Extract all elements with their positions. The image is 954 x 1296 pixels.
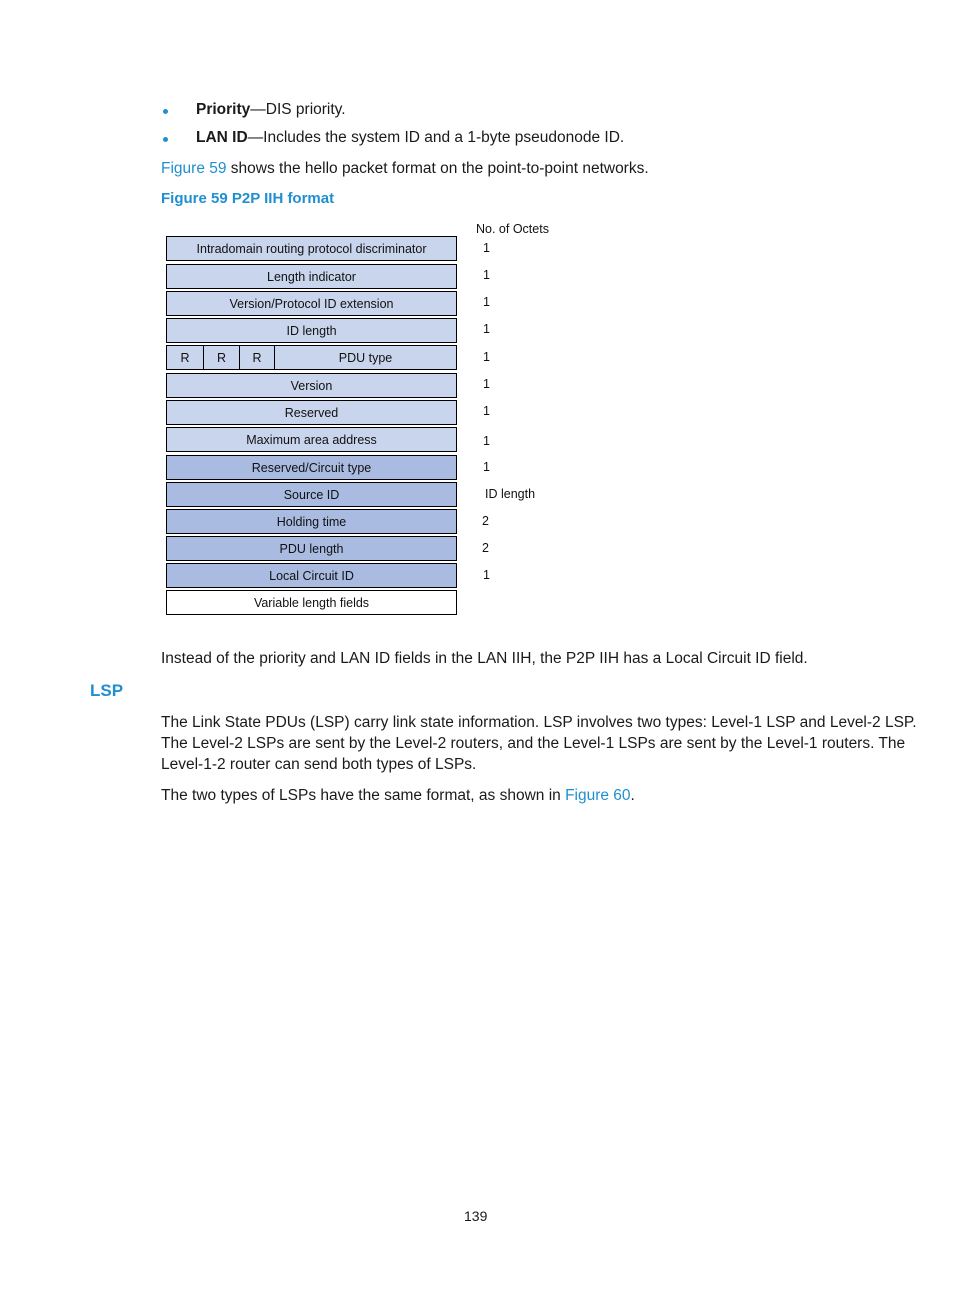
field-variable-length: Variable length fields	[166, 590, 457, 615]
field-pdu-length: PDU length	[166, 536, 457, 561]
octets-value: 1	[483, 268, 490, 282]
octets-value: 1	[483, 434, 490, 448]
field-id-length: ID length	[166, 318, 457, 343]
lsp-paragraph-1	[161, 712, 917, 775]
lsp-paragraph-1-line-1: The Link State PDUs (LSP) carry link state information. LSP involves two types: Level-1 LSP and Level-2 LSP.	[161, 714, 917, 731]
bullet-term: LAN ID	[196, 129, 248, 146]
octets-value: 1	[483, 568, 490, 582]
octets-value: 1	[483, 404, 490, 418]
field-holding-time: Holding time	[166, 509, 457, 534]
lsp-paragraph-1-line-2: The Level-2 LSPs are sent by the Level-2 routers, and the Level-1 LSPs are sent by the Level-1 routers. The	[161, 735, 906, 752]
octets-value: 1	[483, 377, 490, 391]
field-reserved: Reserved	[166, 400, 457, 425]
field-local-circuit-id: Local Circuit ID	[166, 563, 457, 588]
octets-header: No. of Octets	[476, 222, 549, 236]
field-version-protocol-id: Version/Protocol ID extension	[166, 291, 457, 316]
lsp-paragraph-1-line-3: Level-1-2 router can send both types of LSPs.	[161, 756, 477, 773]
octets-value: 2	[482, 541, 489, 555]
octets-value: ID length	[485, 487, 536, 501]
figure-59-link[interactable]: Figure 59	[161, 160, 227, 177]
field-version: Version	[166, 373, 457, 398]
packet-format-diagram	[0, 0, 954, 640]
reserved-bit-3: R	[240, 346, 275, 369]
octets-value: 1	[483, 460, 490, 474]
field-source-id: Source ID	[166, 482, 457, 507]
octets-value: 1	[483, 241, 490, 255]
reserved-bit-1: R	[167, 346, 204, 369]
field-length-indicator: Length indicator	[166, 264, 457, 289]
intro-text: shows the hello packet format on the point-to-point networks.	[226, 160, 649, 177]
lsp-paragraph-2-text: The two types of LSPs have the same format, as shown in	[161, 787, 566, 804]
field-pdu-type-row	[166, 345, 457, 370]
lsp-paragraph-2	[161, 785, 635, 806]
field-reserved-circuit-type: Reserved/Circuit type	[166, 455, 457, 480]
octets-value: 1	[483, 295, 490, 309]
figure-60-link[interactable]: Figure 60	[565, 787, 631, 804]
field-maximum-area-address: Maximum area address	[166, 427, 457, 452]
reserved-bit-2: R	[204, 346, 240, 369]
lsp-paragraph-2-end: .	[630, 787, 635, 804]
octets-value: 1	[483, 350, 490, 364]
field-intradomain-discriminator: Intradomain routing protocol discriminator	[166, 236, 457, 261]
bullet-term: Priority	[196, 101, 251, 118]
section-heading-lsp: LSP	[90, 681, 124, 700]
field-pdu-type: PDU type	[338, 350, 393, 365]
bullet-desc: —Includes the system ID and a 1-byte pseudonode ID.	[247, 129, 625, 146]
octets-value: 2	[482, 514, 489, 528]
octets-value: 1	[483, 322, 490, 336]
after-figure-paragraph: Instead of the priority and LAN ID fields in the LAN IIH, the P2P IIH has a Local Circuit ID field.	[161, 650, 808, 667]
bullet-desc: —DIS priority.	[250, 101, 346, 118]
page-number: 139	[464, 1208, 488, 1224]
figure-caption: Figure 59 P2P IIH format	[161, 190, 335, 207]
